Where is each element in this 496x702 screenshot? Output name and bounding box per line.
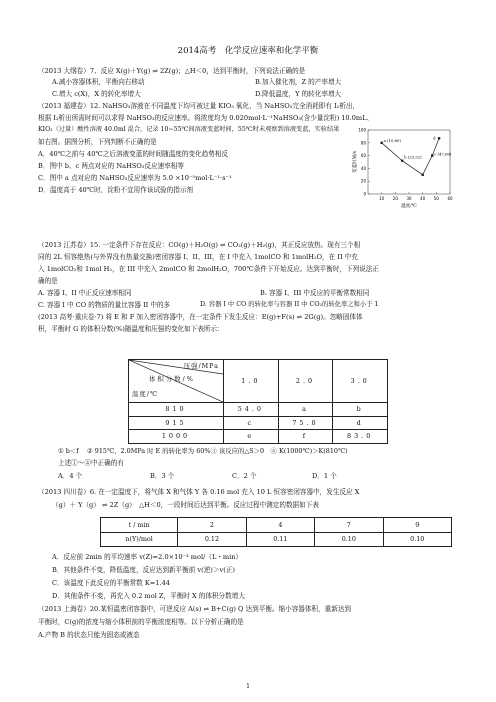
table-row: [101, 518, 452, 533]
point-label-c: c (47,60): [434, 151, 452, 157]
table-cell: a: [278, 403, 333, 417]
data-point: [421, 174, 423, 176]
table-cell: 0.12: [178, 532, 246, 547]
col-header: 2.0: [278, 360, 333, 403]
x-tick-label: 20: [392, 196, 398, 201]
y-tick-label: 80: [360, 140, 366, 146]
q3-stem-3: 入 1molCO₂和 1mol H₂，在 III 中充入 2molCO 和 2molH₂O，700℃条件下开始反应。达到平衡时，下列说法正: [38, 265, 380, 273]
q4-stem-1: (2013 高考·重庆卷·7) 将 E 和 F 加入密闭容器中，在一定条件下发生反应：E(g)+F(s) ⇌ 2G(g)。忽略固体体: [38, 313, 363, 321]
point-label-d: d: [433, 135, 436, 141]
q4-prompt: 上述①～④中正确的有: [58, 459, 124, 467]
table-cell: t / min: [101, 518, 178, 533]
q6-stem-1: （2013 上海卷）20.某恒温密闭容器中，可逆反应 A(s) ⇌ B+C(g) Q 达到平衡。缩小容器体积，重新达到: [38, 605, 352, 613]
col-header: 1.0: [224, 360, 279, 403]
q2-stem-4: 如右图。据图分析，下列判断不正确的是: [38, 138, 157, 146]
q3-option-a: A. 容器 I、II 中正反应速率相同: [38, 289, 132, 297]
table-cell: d: [333, 416, 388, 430]
q2-option-d: D．温度高于 40℃时，淀粉不宜用作该试验的指示剂: [38, 186, 194, 194]
x-tick-label: 40: [420, 196, 426, 201]
table-row: [129, 403, 388, 417]
header-pressure: 压强/MPa: [183, 362, 219, 370]
header-temperature: 温度/℃: [132, 390, 159, 398]
data-point: [401, 160, 403, 162]
q3-option-c: C. 容器 I 中 CO 的物质的量比容器 II 中的多: [38, 301, 171, 309]
row-temperature: 810: [129, 403, 224, 417]
q5-stem-1: （2013 四川卷）6. 在一定温度下，将气体 X 和气体 Y 各 0.16 mol 充入 10 L 恒容密闭容器中，发生反应 X: [38, 488, 360, 496]
y-tick-label: 100: [358, 127, 366, 133]
table-cell: n(Y)/mol: [101, 532, 178, 547]
q2-stem-3: KIO₃（过量）酸性溶液 40.0ml 混合，记录 10~55℃间溶液变蓝时间，55℃时未观察到溶液变蓝，实验结果: [38, 126, 340, 133]
plot-frame: [368, 130, 450, 194]
x-tick-label: 50: [433, 196, 439, 201]
q3-option-b: B. 容器 I、III 中反应的平衡常数相同: [260, 289, 370, 297]
x-tick-label: 60: [447, 196, 453, 201]
data-point: [431, 154, 433, 156]
q3-stem-2: 同的 2L 恒容绝热(与外界没有热量交换)密闭容器 I、II、III，在 I 中充入 1molCO 和 1molH₂O，在 II 中充: [38, 253, 358, 261]
q3-stem-4: 确的是: [38, 277, 58, 285]
q1-option-d: D.降低温度，Y 的转化率增大: [255, 90, 342, 98]
y-axis-label: 变蓝时间/s: [353, 151, 358, 173]
y-tick-label: 0: [363, 191, 366, 197]
q6-option-a: A.产物 B 的状态只能为固态或液态: [38, 631, 140, 639]
time-temperature-graph: [352, 124, 456, 208]
y-tick-label: 40: [360, 165, 366, 171]
q5-option-c: C．该温度下此反应的平衡常数 K=1.44: [52, 579, 170, 587]
y-tick-label: 20: [360, 178, 366, 184]
table-row: [129, 430, 388, 444]
q2-option-a: A．40℃之前与 40℃之后溶液变蓝的时间随温度的变化趋势相反: [38, 150, 229, 158]
q2-stem-2: 根据 I₂析出所需时间可以求得 NaHSO₃的反应速率。将浓度均为 0.020mol·L⁻¹NaHSO₃(含少量淀粉) 10.0mL、: [38, 114, 374, 122]
q3-option-d: D. 容器 I 中 CO 的转化率与容器 II 中 CO₂的转化率之和小于 1: [200, 301, 379, 308]
data-point: [380, 142, 382, 144]
q5-option-a: A．反应前 2min 的平均速率 v(Z)=2.0×10⁻³ mol/（L・min）: [52, 553, 243, 561]
table-corner-cell: [129, 360, 224, 403]
table-cell: f: [278, 430, 333, 444]
point-label-b: b (25,52): [404, 154, 422, 160]
table-cell: e: [224, 430, 279, 444]
g-volume-fraction-table: [128, 359, 388, 444]
q4-option-c: C．2 个: [232, 472, 257, 480]
q1-option-b: B.加入催化剂，Z 的产率增大: [255, 78, 342, 86]
header-fraction: 体积分数/%: [149, 375, 195, 383]
table-cell: 0.10: [315, 532, 383, 547]
q4-statements: ① b＜f ② 915℃、2.0MPa 时 E 的转化率为 60%③ 该反应的△S＞0 ④ K(1000℃)＞K(810℃): [58, 447, 348, 455]
table-cell: 54.0: [224, 403, 279, 417]
row-temperature: 1000: [129, 430, 224, 444]
q5-stem-2: （g）＋ Y（g） ⇌ 2Z（g） △H＜0，一段时间后达到平衡。反应过程中测定的数据如下表: [52, 501, 319, 509]
col-header: 3.0: [333, 360, 388, 403]
page-number: 1: [246, 683, 250, 690]
table-cell: 0.10: [383, 532, 451, 547]
q1-stem: （2013 大纲卷）7、反应 X(g)＋Y(g) ⇌ 2Z(g)；△H＜0，达到平衡时，下列说法正确的是: [38, 67, 306, 75]
q2-option-b: B．图中 b、c 两点对应的 NaHSO₃反应速率相等: [38, 162, 184, 170]
data-point: [438, 137, 440, 139]
x-axis-label: 温度/℃: [401, 204, 417, 208]
table-cell: b: [333, 403, 388, 417]
table-cell: 7: [315, 518, 383, 533]
q2-stem-1: （2013 福建卷）12. NaHSO₃溶液在不同温度下均可被过量 KIO₃ 氧化，当 NaHSO₃完全消耗即有 I₂析出，: [38, 102, 360, 110]
page-title: 2014高考 化学反应速率和化学平衡: [177, 46, 319, 56]
q6-stem-2: 平衡时，C(g)的浓度与缩小体积前的平衡浓度相等。以下分析正确的是: [38, 618, 244, 626]
table-cell: c: [224, 416, 279, 430]
table-row: [129, 416, 388, 430]
point-label-a: a (10,80): [383, 137, 401, 143]
table-cell: 83.0: [333, 430, 388, 444]
x-tick-label: 10: [379, 196, 385, 201]
q2-option-c: C．图中 a 点对应的 NaHSO₃反应速率为 5.0 ×10⁻⁵mol·L⁻¹·s⁻¹: [38, 174, 232, 182]
table-cell: 75.0: [278, 416, 333, 430]
q5-option-d: D．其他条件不变，再充入 0.2 mol Z，平衡时 X 的体积分数增大: [52, 592, 245, 600]
q5-option-b: B．其他条件不变，降低温度，反应达到新平衡前 v(逆)＞v(正): [52, 566, 235, 574]
q3-stem-1: （2013 江苏卷）15. 一定条件下存在反应：CO(g)＋H₂O(g) ⇌ CO₂(g)＋H₂(g)，其正反应放热。现有三个相: [38, 241, 361, 249]
row-temperature: 915: [129, 416, 224, 430]
q1-option-a: A.减小容器体积，平衡向右移动: [52, 78, 145, 86]
q4-option-a: A．4 个: [58, 472, 83, 480]
table-cell: 4: [246, 518, 314, 533]
q4-stem-2: 积，平衡时 G 的体积分数(%)随温度和压强的变化如下表所示：: [38, 325, 224, 333]
q4-option-d: D．1 个: [312, 472, 337, 480]
table-cell: 9: [383, 518, 451, 533]
table-cell: 2: [178, 518, 246, 533]
table-cell: 0.11: [246, 532, 314, 547]
table-row: [101, 532, 452, 547]
reaction-data-table: [100, 517, 452, 547]
q1-option-c: C.增大 c(X)，X 的转化率增大: [52, 90, 141, 98]
y-tick-label: 60: [360, 153, 366, 159]
x-tick-label: 30: [406, 196, 412, 201]
q4-option-b: B．3 个: [150, 472, 175, 480]
